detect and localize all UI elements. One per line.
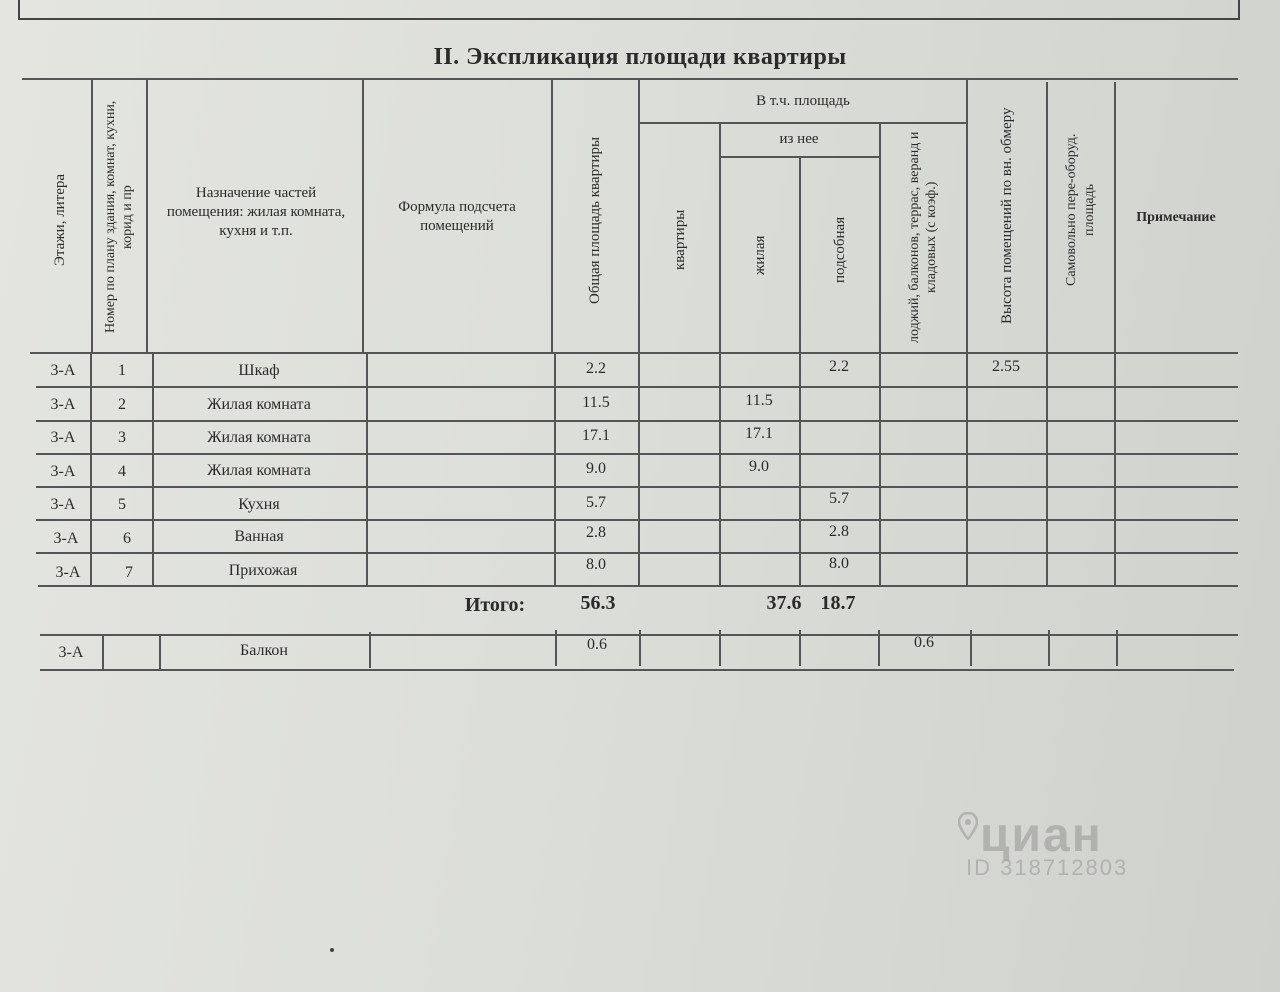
col-divider bbox=[102, 634, 104, 670]
header-divider bbox=[91, 80, 93, 354]
header-divider bbox=[638, 80, 640, 354]
col-divider bbox=[366, 352, 368, 586]
header-self-rebuilt: Самовольно пере-оборуд. площадь bbox=[1064, 133, 1097, 287]
header-top-rule bbox=[22, 78, 1238, 80]
cell-living bbox=[719, 486, 799, 516]
cell-name: Ванная bbox=[234, 528, 284, 545]
cell-number: 6 bbox=[123, 530, 131, 547]
cell-floor: 3-А bbox=[55, 564, 81, 581]
cell-living bbox=[719, 550, 799, 580]
cell-height bbox=[966, 386, 1046, 416]
page-title: II. Экспликация площади квартиры bbox=[433, 44, 847, 70]
header-height: Высота помещений по вн. обмеру bbox=[999, 107, 1015, 325]
cell-total: 0.6 bbox=[587, 636, 607, 653]
header-divider bbox=[362, 80, 364, 354]
header-divider bbox=[551, 80, 553, 354]
totals-living: 37.6 bbox=[766, 592, 802, 614]
balcony-bottom-rule bbox=[40, 669, 1234, 671]
header-floor: Этажи, литера bbox=[52, 173, 68, 267]
header-divider bbox=[719, 122, 721, 354]
col-divider bbox=[638, 352, 640, 586]
cell-number: 3 bbox=[118, 429, 126, 446]
col-divider bbox=[1116, 630, 1118, 666]
totals-total: 56.3 bbox=[580, 592, 616, 614]
cell-name: Балкон bbox=[240, 642, 288, 659]
cell-floor: 3-А bbox=[50, 496, 76, 513]
speck bbox=[330, 948, 334, 952]
col-divider bbox=[879, 352, 881, 586]
cell-floor: 3-А bbox=[53, 530, 79, 547]
cell-floor: 3-А bbox=[50, 362, 76, 379]
cell-number: 5 bbox=[118, 496, 126, 513]
cell-name: Шкаф bbox=[238, 362, 280, 379]
cell-floor: 3-А bbox=[50, 463, 76, 480]
header-divider bbox=[799, 156, 801, 354]
cell-aux bbox=[799, 386, 879, 416]
cell-aux: 2.8 bbox=[829, 523, 849, 540]
cell-aux bbox=[799, 419, 879, 449]
header-divider bbox=[1046, 82, 1048, 354]
cell-aux bbox=[799, 452, 879, 482]
col-divider bbox=[1046, 352, 1048, 586]
incl-area-rule bbox=[638, 122, 966, 124]
cell-floor: 3-А bbox=[58, 644, 84, 661]
header-incl-area: В т.ч. площадь bbox=[756, 93, 850, 109]
cell-total: 2.8 bbox=[586, 524, 606, 541]
header-total-area: Общая площадь квартиры bbox=[587, 136, 603, 304]
col-divider bbox=[1114, 352, 1116, 586]
top-frame bbox=[18, 0, 1240, 20]
cell-living: 9.0 bbox=[749, 458, 769, 475]
cell-total: 8.0 bbox=[586, 556, 606, 573]
cell-number: 2 bbox=[118, 396, 126, 413]
col-divider bbox=[369, 632, 371, 668]
col-divider bbox=[719, 630, 721, 666]
cell-total: 17.1 bbox=[582, 427, 610, 444]
col-divider bbox=[970, 630, 972, 666]
cell-number: 1 bbox=[118, 362, 126, 379]
cell-name: Жилая комната bbox=[207, 429, 311, 446]
cell-name: Жилая комната bbox=[207, 462, 311, 479]
cell-height bbox=[966, 549, 1046, 579]
header-divider bbox=[146, 80, 148, 354]
totals-label: Итого: bbox=[464, 594, 526, 616]
cell-name: Прихожая bbox=[228, 562, 298, 579]
cell-aux: 5.7 bbox=[829, 490, 849, 507]
header-purpose: Назначение частей помещения: жилая комната, кухня и т.п. bbox=[166, 185, 346, 239]
header-apartment: квартиры bbox=[672, 209, 688, 271]
header-note: Примечание bbox=[1136, 210, 1216, 225]
cell-height bbox=[966, 484, 1046, 514]
header-auxiliary: подсобная bbox=[832, 216, 848, 284]
header-number: Номер по плану здания, комнат, кухни, корид и пр bbox=[103, 100, 135, 334]
cell-living: 17.1 bbox=[745, 425, 773, 442]
totals-aux: 18.7 bbox=[820, 592, 856, 614]
cell-height bbox=[966, 517, 1046, 547]
cell-living bbox=[719, 354, 799, 384]
cell-loggia: 0.6 bbox=[914, 634, 934, 651]
col-divider bbox=[799, 630, 801, 666]
cell-number: 4 bbox=[118, 463, 126, 480]
col-divider bbox=[639, 630, 641, 666]
col-divider bbox=[1048, 630, 1050, 666]
watermark-id: ID 318712803 bbox=[966, 855, 1129, 880]
cell-floor: 3-А bbox=[50, 429, 76, 446]
header-of-which: из нее bbox=[779, 131, 819, 147]
cell-aux: 8.0 bbox=[829, 555, 849, 572]
cell-height: 2.55 bbox=[992, 358, 1020, 375]
cell-name: Кухня bbox=[238, 496, 280, 513]
cell-living bbox=[719, 518, 799, 548]
cell-total: 5.7 bbox=[586, 494, 606, 511]
cell-name: Жилая комната bbox=[207, 396, 311, 413]
cell-living: 11.5 bbox=[745, 392, 773, 409]
cell-height bbox=[966, 452, 1046, 482]
cell-floor: 3-А bbox=[50, 396, 76, 413]
cell-total: 11.5 bbox=[582, 394, 610, 411]
watermark bbox=[936, 808, 1128, 881]
cell-total: 9.0 bbox=[586, 460, 606, 477]
cell-aux: 2.2 bbox=[829, 358, 849, 375]
cell-total: 2.2 bbox=[586, 360, 606, 377]
header-living: жилая bbox=[752, 235, 768, 275]
header-divider bbox=[966, 80, 968, 354]
cell-number: 7 bbox=[125, 564, 133, 581]
watermark-logo: циан bbox=[980, 809, 1103, 862]
header-loggias: лоджий, балконов, террас, веранд и кладовых (с коэф.) bbox=[907, 131, 939, 343]
header-formula: Формула подсчета помещений bbox=[398, 199, 516, 234]
cell-height bbox=[966, 419, 1046, 449]
